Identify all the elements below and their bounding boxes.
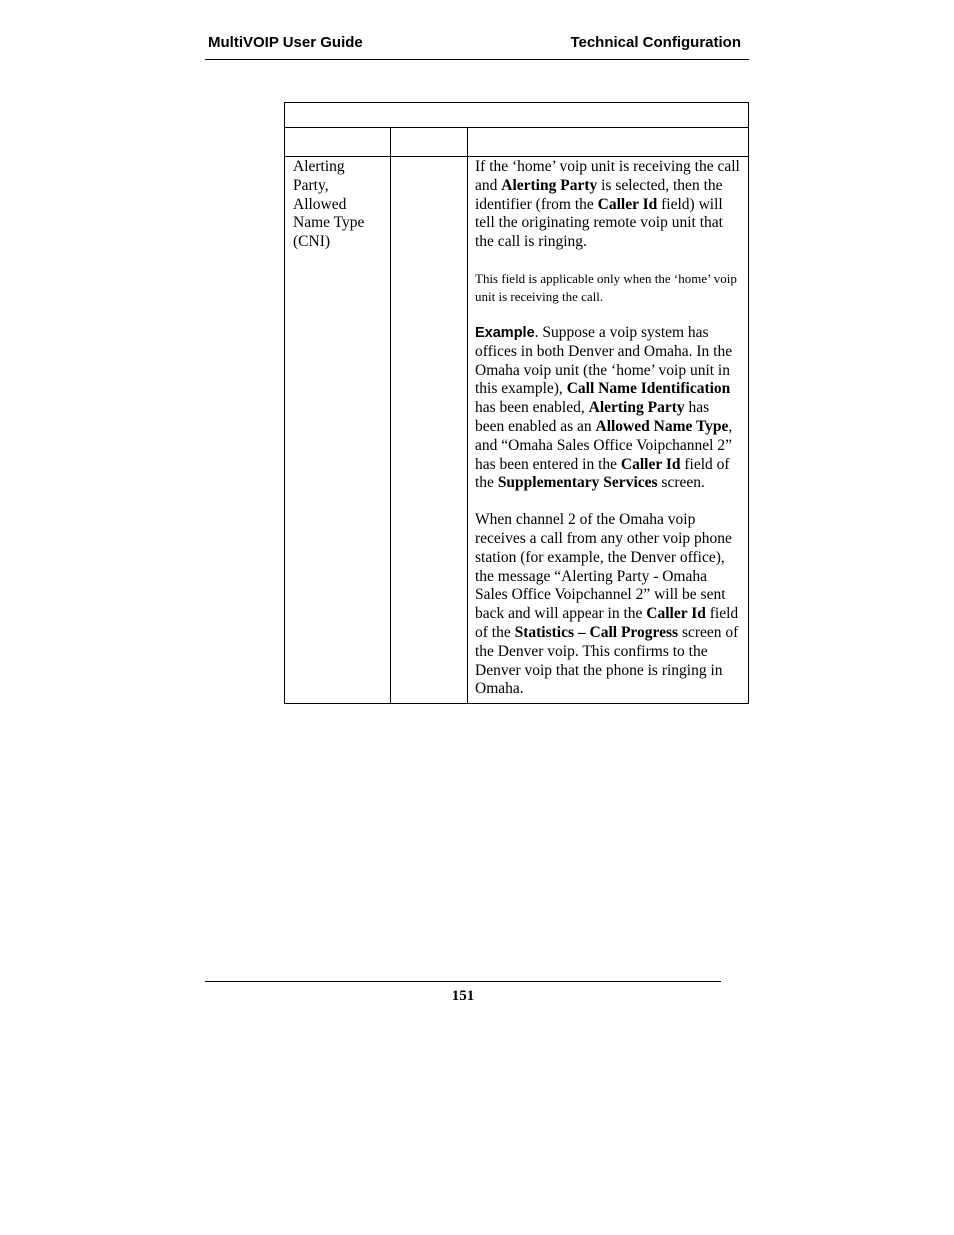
- field-name-line: Name Type: [293, 214, 365, 232]
- field-name-line: Alerting: [293, 158, 345, 175]
- description-paragraph: [475, 158, 742, 252]
- description-term: Caller Id: [646, 605, 706, 623]
- description-term: Alerting Party: [501, 176, 598, 194]
- field-name-cell: [285, 157, 391, 704]
- description-term: Statistics – Call Progress: [514, 623, 679, 641]
- field-name-line: (CNI): [293, 233, 331, 251]
- description-text: has been enabled,: [475, 399, 589, 417]
- field-name-line: Party,: [293, 176, 329, 194]
- description-text: field) will tell the originating remote voip unit that the call is ringing.: [475, 195, 723, 251]
- description-text: When channel 2 of the Omaha voip receives a call from any other voip phone station (for example, the Denver office), the message “Alerting Party - Omaha Sales Office Voipchannel 2” will be sent back and will appear in the: [475, 511, 732, 623]
- description-text: has been enabled as an: [475, 399, 710, 435]
- description-term: Caller Id: [620, 455, 681, 473]
- description-text: is selected, then the identifier (from the: [475, 176, 723, 213]
- field-description-cell: [468, 157, 749, 704]
- table-column-header-row: [285, 128, 749, 157]
- description-text: screen of the Denver voip. This confirms to the Denver voip that the phone is ringing in Omaha.: [475, 623, 739, 698]
- description-text: field of the: [475, 455, 730, 492]
- field-definitions-table: [284, 102, 749, 704]
- table-title-cell: [285, 103, 749, 128]
- document-title: MultiVOIP User Guide: [208, 34, 363, 51]
- description-term: Allowed Name Type: [595, 417, 729, 435]
- example-label: Example: [475, 324, 535, 341]
- column-header-field: [285, 128, 391, 157]
- description-term: Caller Id: [597, 195, 658, 213]
- applicability-note: [475, 270, 742, 306]
- table-row: [285, 157, 749, 704]
- column-header-description: [468, 128, 749, 157]
- description-text: If the ‘home’ voip unit is receiving the call and: [475, 158, 740, 194]
- description-text: , and “Omaha Sales Office Voipchannel 2” has been entered in the: [475, 417, 733, 473]
- section-title: Technical Configuration: [570, 34, 741, 51]
- table-title-row: [285, 103, 749, 128]
- description-text: . Suppose a voip system has offices in both Denver and Omaha. In the Omaha voip unit (the ‘home’ voip unit in this example),: [475, 323, 733, 398]
- description-text: This field is applicable only when the ‘home’ voip unit is receiving the call.: [475, 270, 737, 304]
- example-paragraph: [475, 324, 742, 493]
- description-term: Alerting Party: [588, 399, 685, 417]
- description-paragraph: [475, 511, 742, 699]
- description-text: screen.: [657, 474, 705, 492]
- column-header-values: [391, 128, 468, 157]
- page-header: [205, 33, 749, 60]
- page-footer: [205, 981, 721, 1004]
- field-name-line: Allowed: [293, 195, 347, 213]
- field-values-cell: [391, 157, 468, 704]
- description-term: Supplementary Services: [497, 474, 658, 492]
- description-term: Call Name Identification: [566, 380, 731, 398]
- description-text: field of the: [475, 605, 739, 641]
- page-number: 151: [451, 988, 475, 1004]
